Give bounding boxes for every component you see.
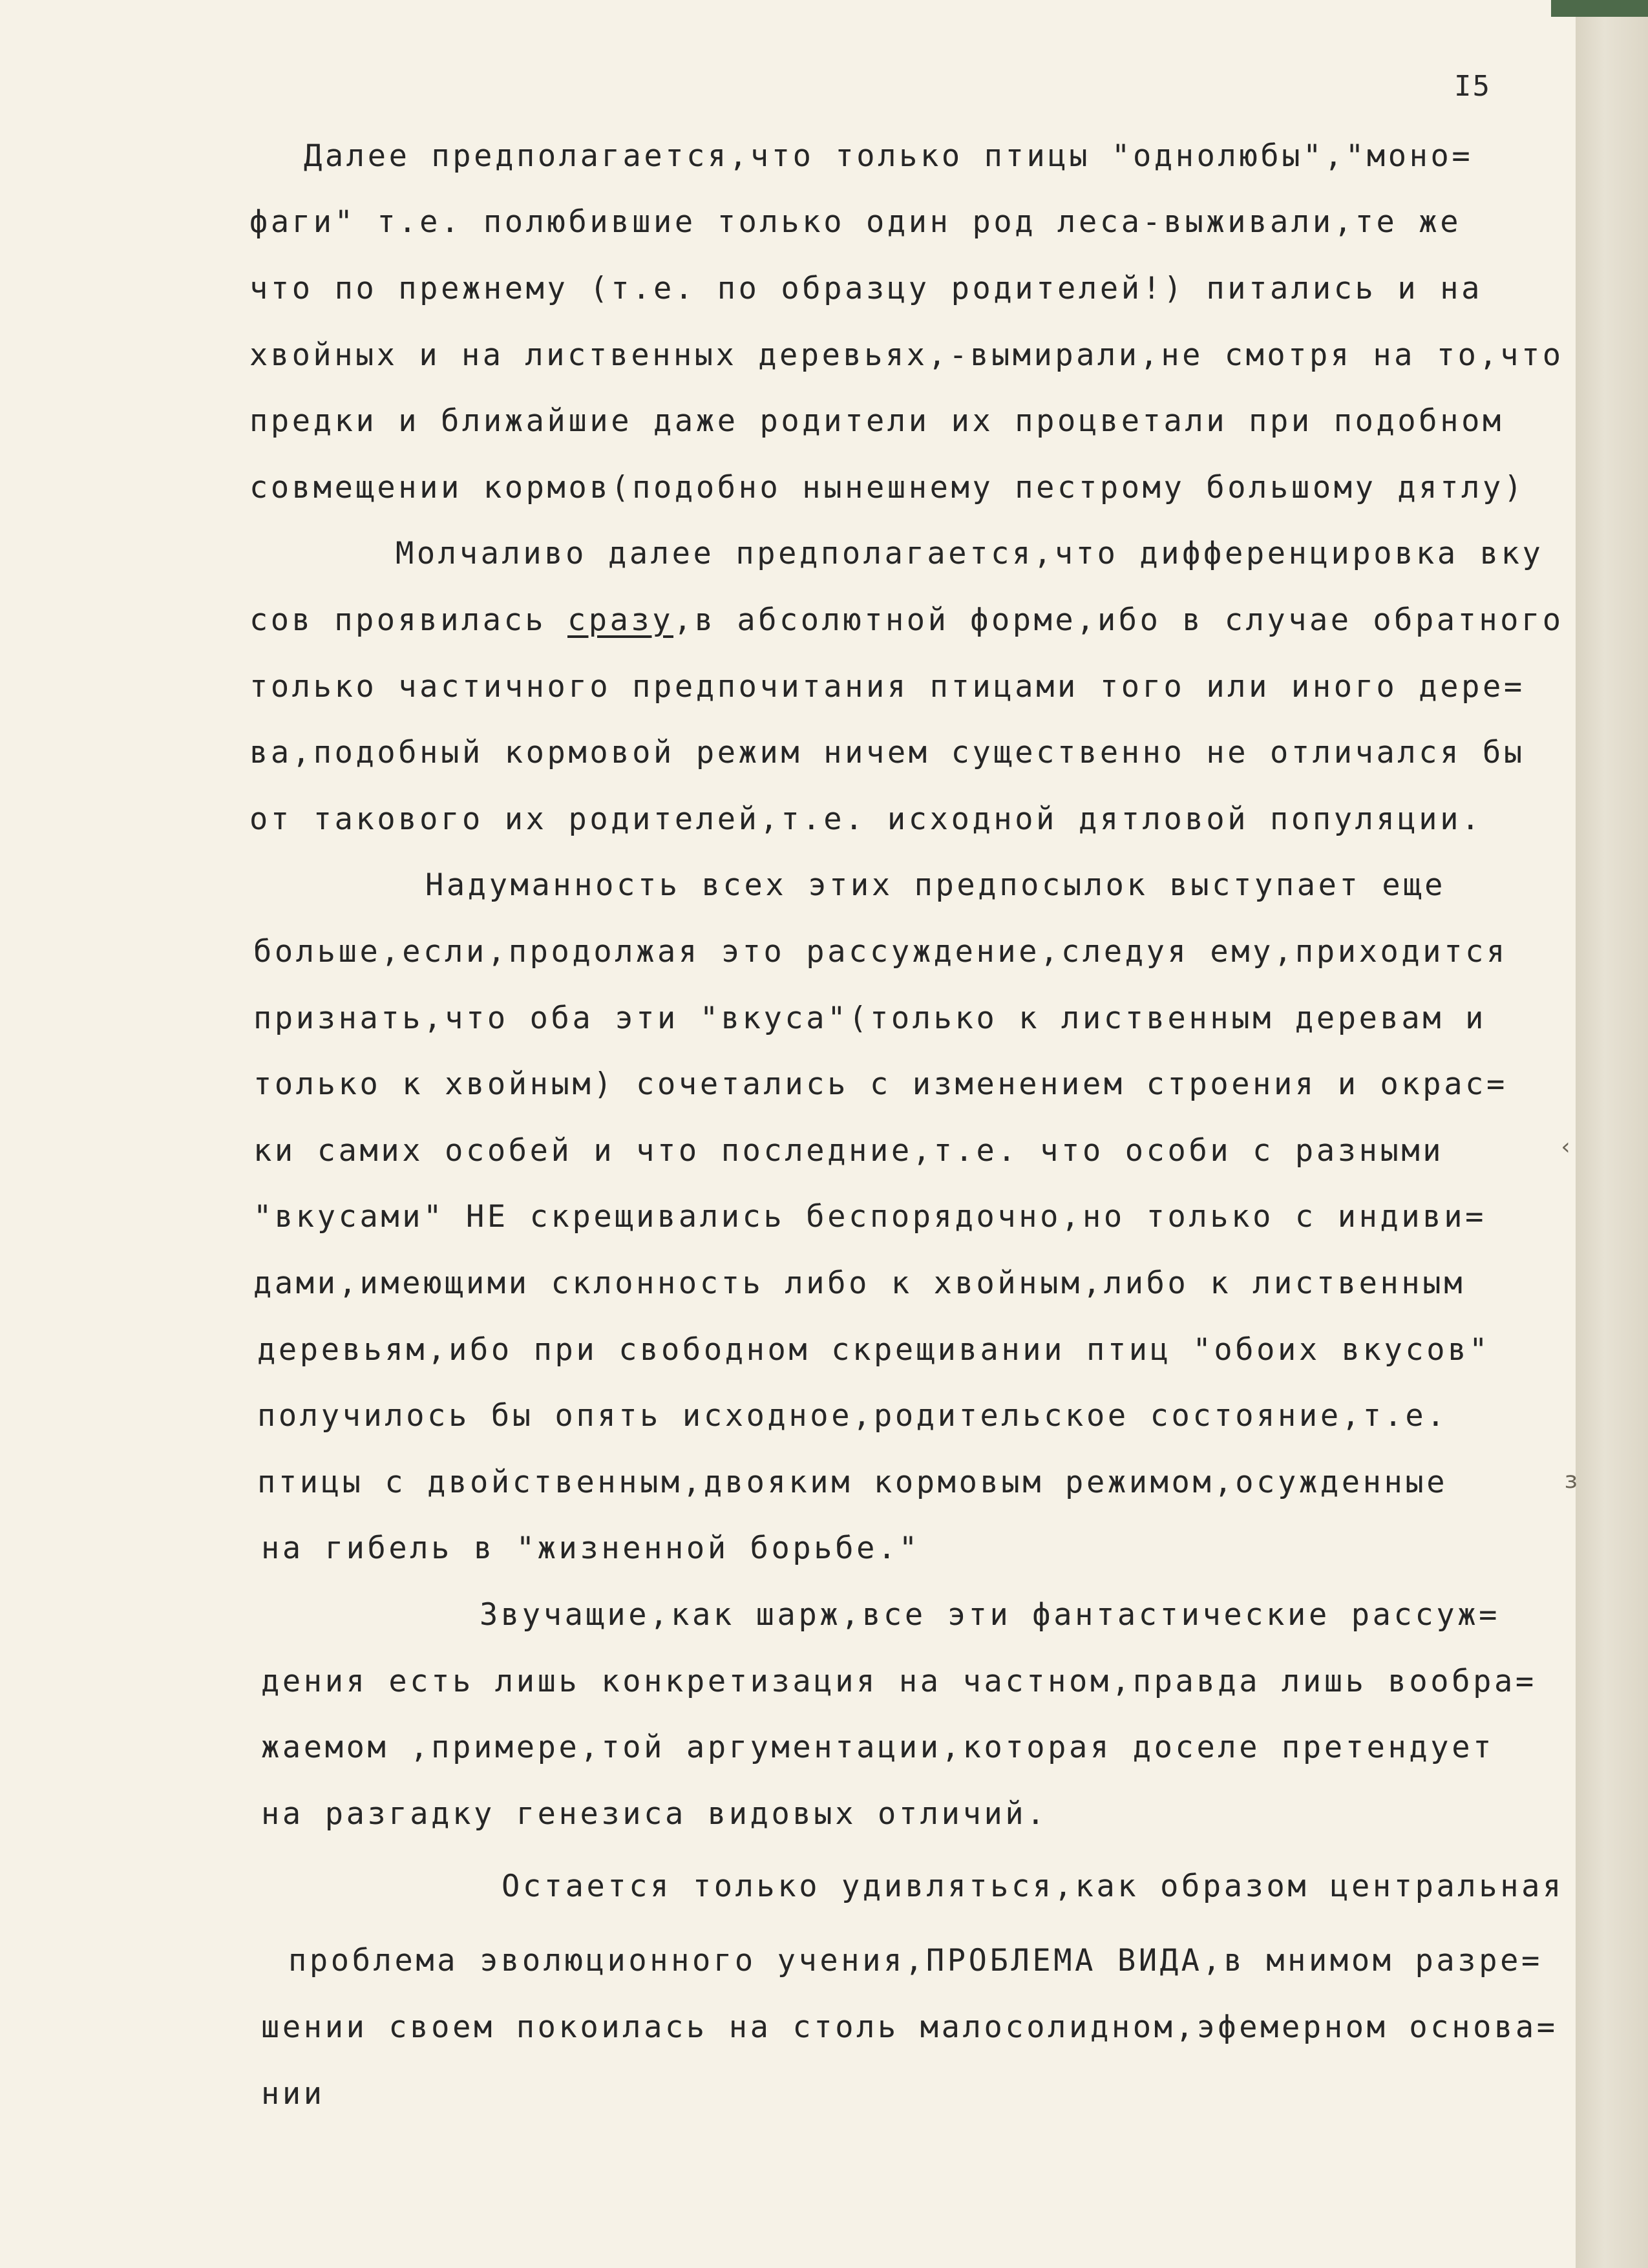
text-line: проблема эволюционного учения,ПРОБЛЕМА ВИДА,в мнимом разре= [288,1943,1543,1978]
text-line: на гибель в "жизненной борьбе." [261,1531,920,1566]
text-line: Звучащие,как шарж,все эти фантастические рассуж= [480,1597,1501,1633]
text-line: Надуманность всех этих предпосылок выступает еще [425,867,1446,903]
text-line: больше,если,продолжая это рассуждение,следуя ему,приходится [253,934,1508,970]
paper-edge [1576,0,1648,2268]
text-line: дения есть лишь конкретизация на частном,правда лишь вообра= [261,1664,1537,1699]
text-line: только к хвойным) сочетались с изменением строения и окрас= [253,1066,1508,1102]
margin-mark: ‹ [1559,1134,1573,1160]
text-line: нии [261,2076,325,2112]
margin-mark: з [1564,1467,1578,1494]
text-line: "вкусами" НЕ скрещивались беспорядочно,но только с индиви= [253,1199,1486,1235]
text-line: Далее предполагается,что только птицы "однолюбы","моно= [304,138,1474,174]
text-line: шении своем покоилась на столь малосолидном,эфемерном основа= [261,2009,1558,2045]
text-line: жаемом ,примере,той аргументации,которая доселе претендует [261,1730,1494,1765]
text-line: Молчаливо далее предполагается,что дифференцировка вку [396,536,1544,571]
text-line: ки самих особей и что последние,т.е. что особи с разными [253,1133,1444,1169]
text-line: от такового их родителей,т.е. исходной дятловой популяции. [249,801,1483,837]
text-line: предки и ближайшие даже родители их процветали при подобном [249,403,1504,439]
text-line: что по прежнему (т.е. по образцу родителей!) питались и на [249,271,1483,306]
text-line: признать,что оба эти "вкуса"(только к лиственным деревам и [253,1001,1486,1036]
underlined-word: сразу [567,602,673,638]
text-line [249,602,1564,638]
text-line: ва,подобный кормовой режим ничем существенно не отличался бы [249,735,1525,770]
page-number: I5 [1454,70,1491,103]
text-line: деревьям,ибо при свободном скрещивании птиц "обоих вкусов" [257,1332,1490,1368]
text-line: дами,имеющими склонность либо к хвойным,либо к лиственным [253,1266,1466,1301]
text-line: получилось бы опять исходное,родительское состояние,т.е. [257,1398,1448,1434]
text-line: только частичного предпочитания птицами того или иного дере= [249,669,1525,705]
background-strip [1551,0,1648,17]
text-line: Остается только удивляться,как образом центральная [502,1869,1564,1904]
text-line: хвойных и на лиственных деревьях,-вымирали,не смотря на то,что [249,337,1564,373]
text-line: фаги" т.е. полюбившие только один род леса-выживали,те же [249,204,1462,240]
text-segment: сов проявилась [249,602,567,638]
text-segment: ,в абсолютной форме,ибо в случае обратного [673,602,1564,638]
text-line: на разгадку генезиса видовых отличий. [261,1796,1048,1832]
text-line: совмещении кормов(подобно нынешнему пестрому большому дятлу) [249,470,1525,505]
text-line: птицы с двойственным,двояким кормовым режимом,осужденные [257,1465,1448,1500]
